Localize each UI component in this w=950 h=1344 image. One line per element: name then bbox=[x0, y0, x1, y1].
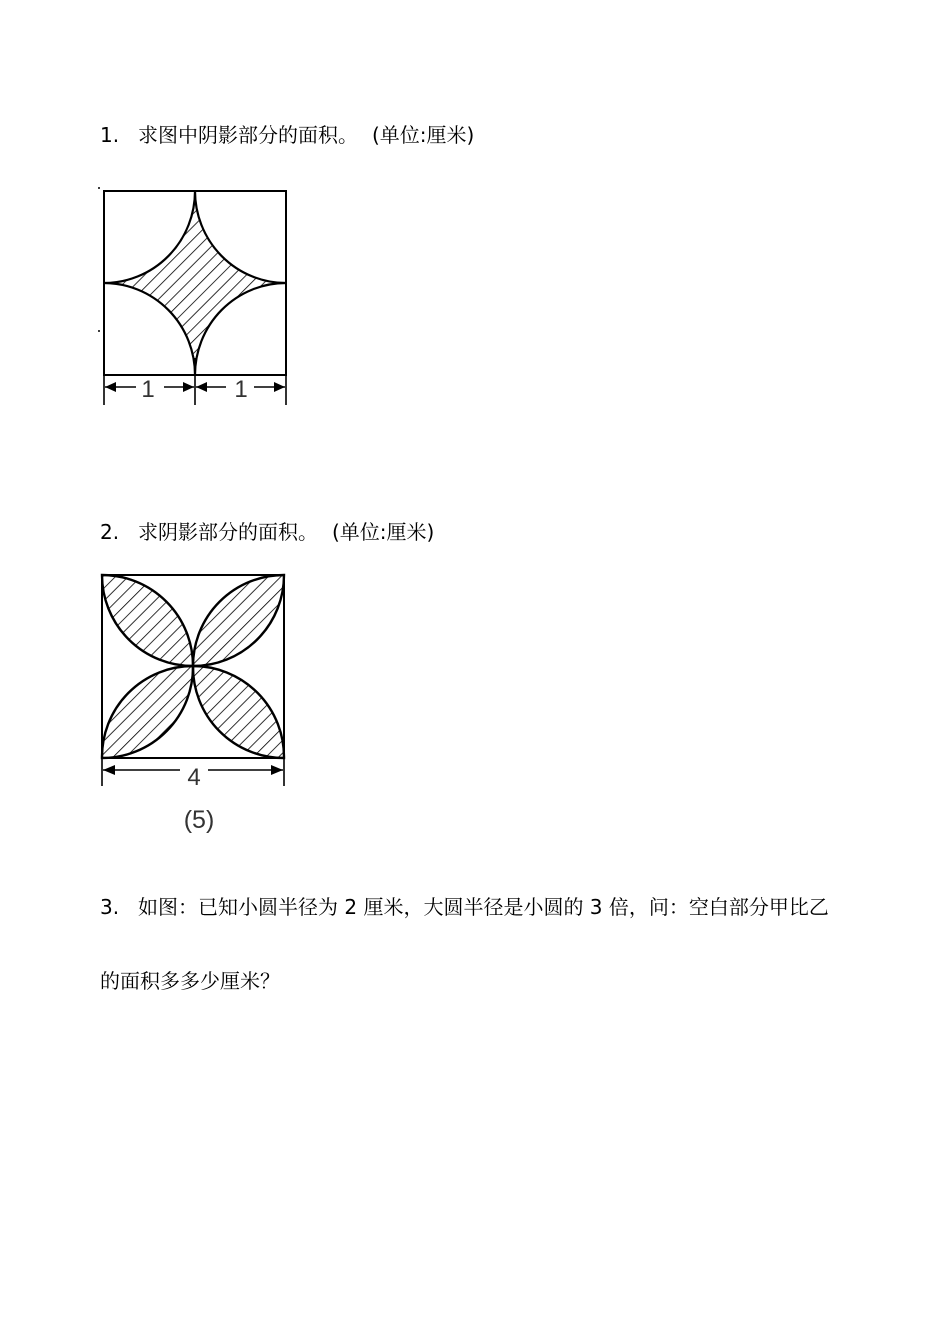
question-3 bbox=[100, 894, 880, 920]
figure-1 bbox=[96, 183, 296, 413]
figure-1-dimension-right: 1 bbox=[234, 376, 248, 403]
question-2-text: 求阴影部分的面积。 bbox=[138, 520, 318, 544]
question-1-text: 求图中阴影部分的面积。 bbox=[138, 123, 358, 147]
figure-2-petal-bottom-left bbox=[102, 666, 193, 758]
figure-2 bbox=[96, 570, 296, 840]
question-1-number: 1. bbox=[100, 123, 120, 147]
figure-1-shaded-region bbox=[104, 191, 286, 375]
figure-2-petal-top-left bbox=[102, 575, 193, 666]
question-3-text: 如图：已知小圆半径为 2 厘米，大圆半径是小圆的 3 倍，问：空白部分甲比乙 bbox=[138, 895, 829, 919]
figure-2-dimension: 4 bbox=[187, 764, 201, 791]
question-3-number: 3. bbox=[100, 895, 120, 919]
figure-2-petal-top-right bbox=[193, 575, 284, 666]
question-2-unit: (单位:厘米) bbox=[332, 520, 435, 544]
question-1-unit: (单位:厘米) bbox=[372, 123, 475, 147]
figure-1-dimension-left: 1 bbox=[141, 376, 155, 403]
figure-2-caption: (5) bbox=[183, 806, 215, 834]
question-1 bbox=[100, 122, 474, 148]
question-2-number: 2. bbox=[100, 520, 120, 544]
question-2 bbox=[100, 519, 434, 545]
figure-2-petal-bottom-right bbox=[193, 666, 284, 758]
question-3-continuation: 的面积多多少厘米？ bbox=[100, 969, 280, 993]
